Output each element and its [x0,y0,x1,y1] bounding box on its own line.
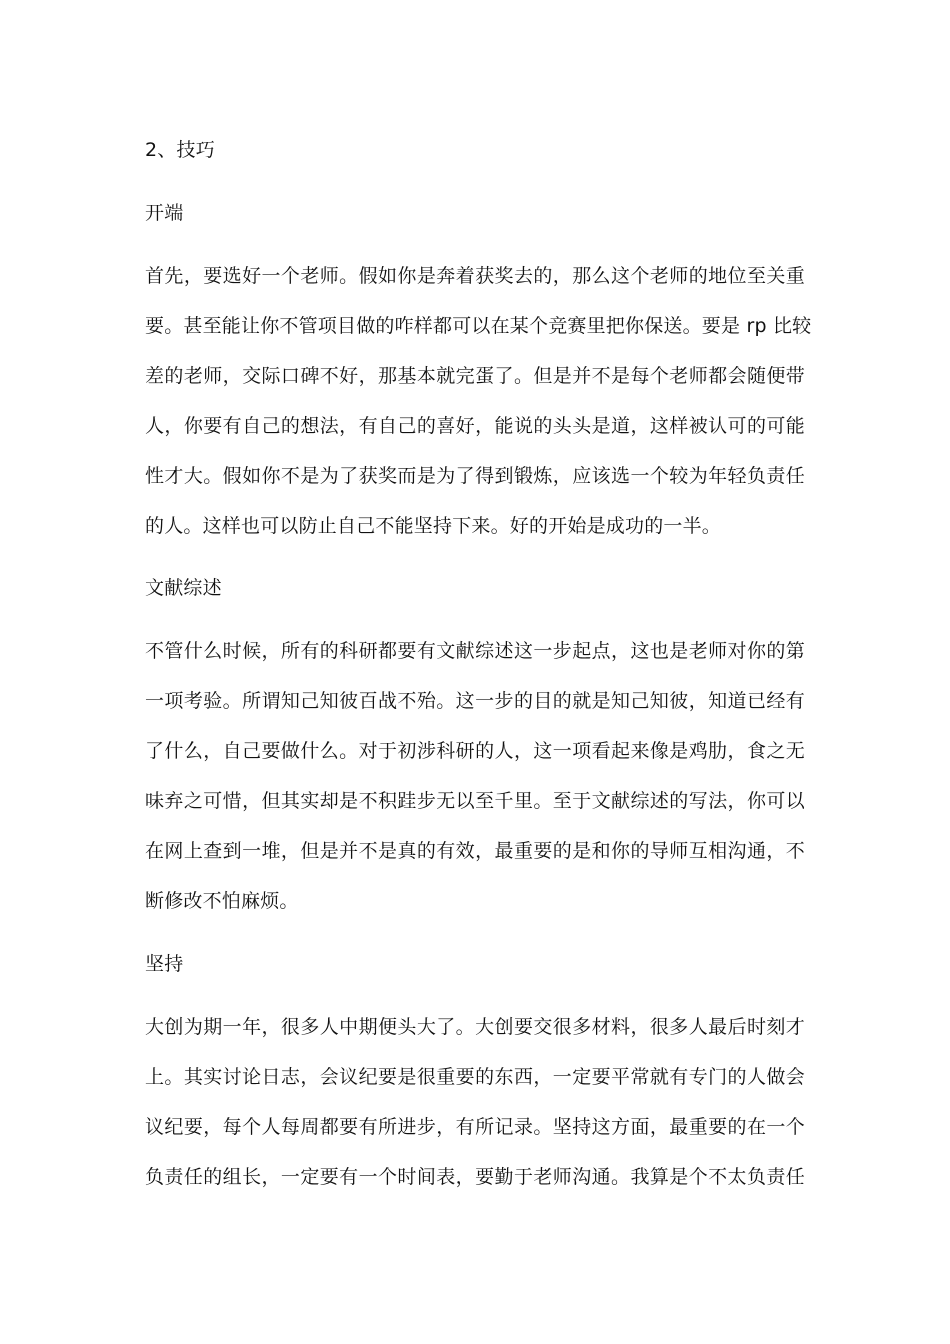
paragraph-line: 一项考验。所谓知己知彼百战不殆。这一步的目的就是知己知彼，知道已经有 [145,690,805,712]
paragraph-line: 在网上查到一堆，但是并不是真的有效，最重要的是和你的导师互相沟通，不 [145,840,805,862]
paragraph-line: 断修改不怕麻烦。 [145,890,299,912]
section-heading-opening: 开端 [145,202,184,224]
paragraph-line: 不管什么时候，所有的科研都要有文献综述这一步起点，这也是老师对你的第 [145,640,805,662]
paragraph-line: 要。甚至能让你不管项目做的咋样都可以在某个竞赛里把你保送。要是 rp 比较 [145,315,812,337]
paragraph-line: 人，你要有自己的想法，有自己的喜好，能说的头头是道，这样被认可的可能 [145,415,805,437]
paragraph-line: 首先，要选好一个老师。假如你是奔着获奖去的，那么这个老师的地位至关重 [145,265,805,287]
paragraph-line: 议纪要，每个人每周都要有所进步，有所记录。坚持这方面，最重要的在一个 [145,1116,805,1138]
paragraph-line: 了什么，自己要做什么。对于初涉科研的人，这一项看起来像是鸡肋，食之无 [145,740,805,762]
section-title: 2、技巧 [145,139,215,161]
paragraph-line: 负责任的组长，一定要有一个时间表，要勤于老师沟通。我算是个不太负责任 [145,1166,805,1188]
paragraph-line: 上。其实讨论日志，会议纪要是很重要的东西，一定要平常就有专门的人做会 [145,1066,805,1088]
section-heading-literature-review: 文献综述 [145,577,222,599]
paragraph-line: 味弃之可惜，但其实却是不积跬步无以至千里。至于文献综述的写法，你可以 [145,790,805,812]
paragraph-line: 差的老师，交际口碑不好，那基本就完蛋了。但是并不是每个老师都会随便带 [145,365,805,387]
paragraph-line: 性才大。假如你不是为了获奖而是为了得到锻炼，应该选一个较为年轻负责任 [145,465,805,487]
section-heading-persistence: 坚持 [145,953,184,975]
paragraph-line: 大创为期一年，很多人中期便头大了。大创要交很多材料，很多人最后时刻才 [145,1016,805,1038]
paragraph-line: 的人。这样也可以防止自己不能坚持下来。好的开始是成功的一半。 [145,515,722,537]
